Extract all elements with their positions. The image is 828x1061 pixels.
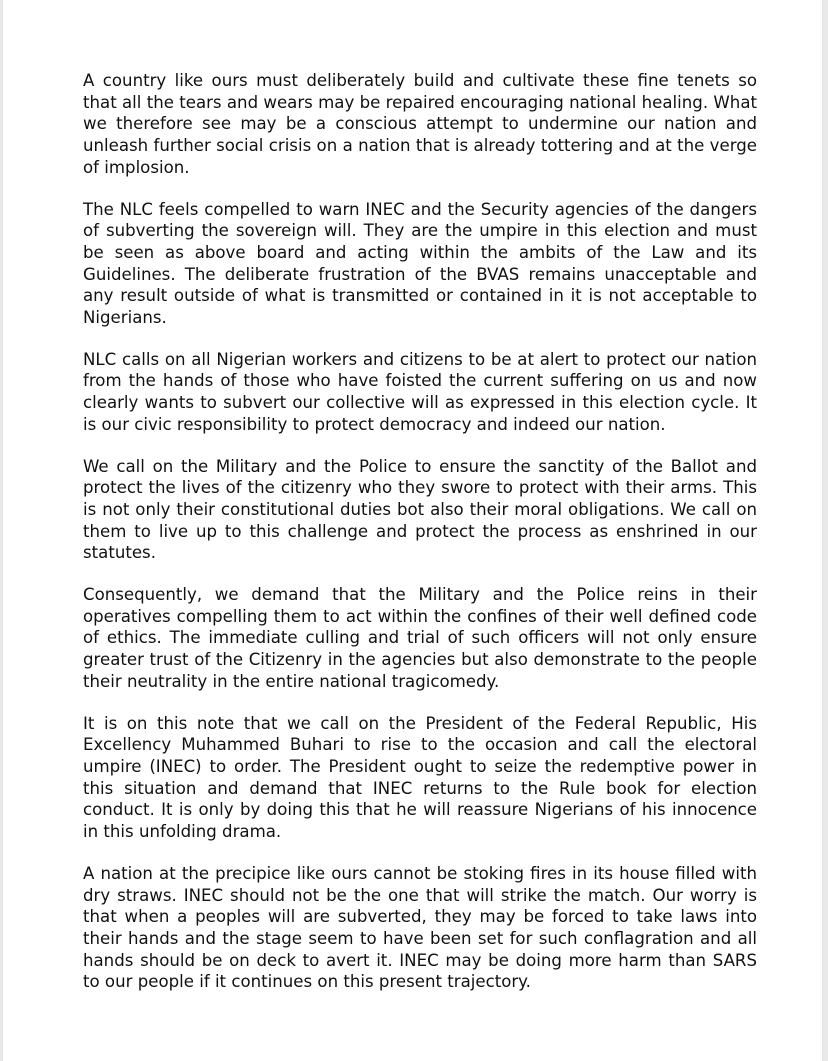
paragraph-precipice: A nation at the precipice like ours cannot be stoking fires in its house filled with dry straws. INEC should not be the one that will strike the match. Our worry is that when a peoples will are subverted, they may be forced to take laws into their hands and the stage seem to have been set for such conflagration and all hands should be on deck to avert it. INEC may be doing more harm than SARS to our people if it continues on this present trajectory. (83, 863, 757, 992)
paragraph-national-healing: A country like ours must deliberately build and cultivate these fine tenets so that all the tears and wears may be repaired encouraging national healing. What we therefore see may be a conscious attempt to undermine our nation and unleash further social crisis on a nation that is already tottering and at the verge of implosion. (83, 71, 757, 177)
document-page (3, 0, 822, 1061)
document-body (83, 70, 757, 1013)
paragraph-warning-inec: The NLC feels compelled to warn INEC and the Security agencies of the dangers of subverting the sovereign will. They are the umpire in this election and must be seen as above board and acting within the ambits of the Law and its Guidelines. The deliberate frustration of the BVAS remains unacceptable and any result outside of what is transmitted or contained in it is not acceptable to Nigerians. (83, 199, 757, 328)
paragraph-demand-operatives: Consequently, we demand that the Military and the Police reins in their operatives compelling them to act within the confines of their well defined code of ethics. The immediate culling and trial of such officers will not only ensure greater trust of the Citizenry in the agencies but also demonstrate to the people their neutrality in the entire national tragicomedy. (83, 585, 757, 691)
paragraph-call-workers: NLC calls on all Nigerian workers and citizens to be at alert to protect our nation from the hands of those who have foisted the current suffering on us and now clearly wants to subvert our collective will as expressed in this election cycle. It is our civic responsibility to protect democracy and indeed our nation. (83, 349, 757, 434)
paragraph-call-president: It is on this note that we call on the President of the Federal Republic, His Excellency Muhammed Buhari to rise to the occasion and call the electoral umpire (INEC) to order. The President ought to seize the redemptive power in this situation and demand that INEC returns to the Rule book for election conduct. It is only by doing this that he will reassure Nigerians of his innocence in this unfolding drama. (83, 713, 757, 842)
paragraph-military-police: We call on the Military and the Police to ensure the sanctity of the Ballot and protect the lives of the citizenry who they swore to protect with their arms. This is not only their constitutional duties bot also their moral obligations. We call on them to live up to this challenge and protect the process as enshrined in our statutes. (83, 456, 757, 563)
